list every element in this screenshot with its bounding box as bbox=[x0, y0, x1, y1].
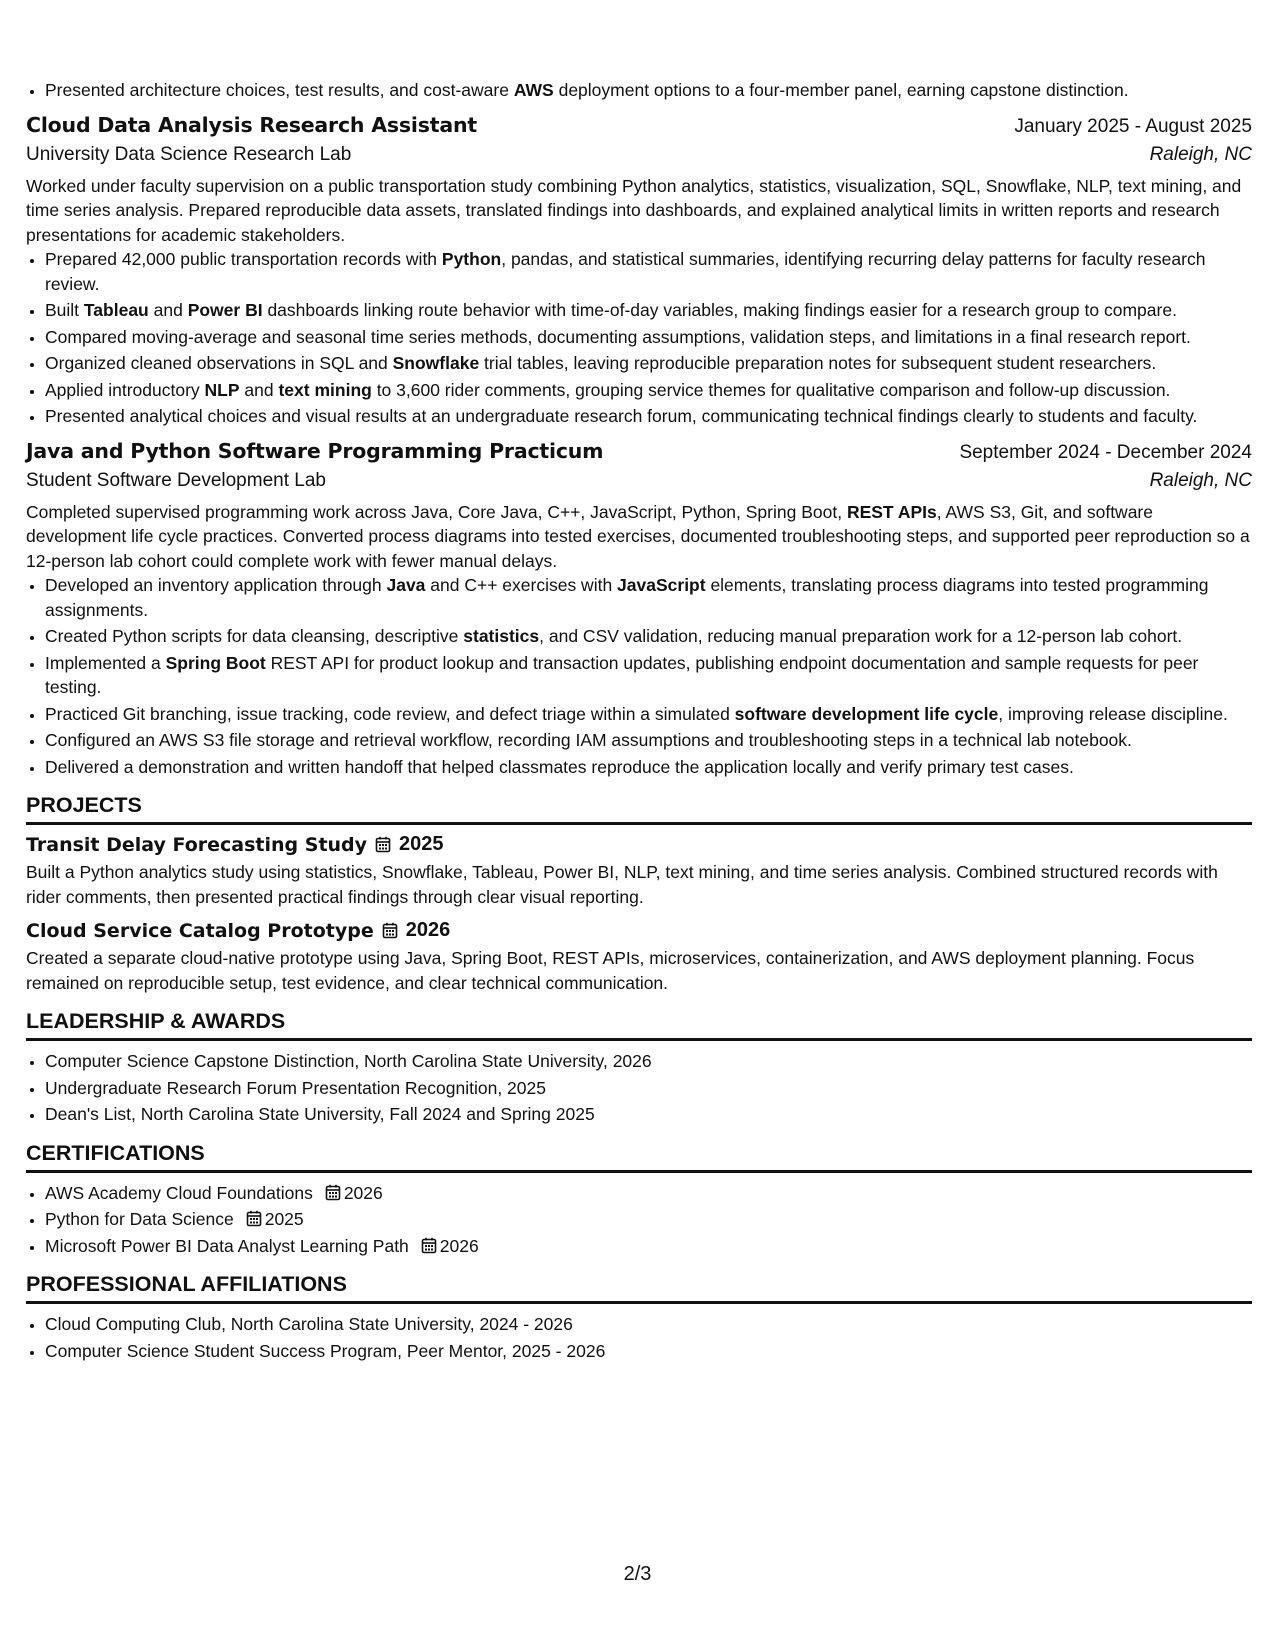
bold-keyword: AWS bbox=[513, 80, 554, 100]
certification-name: Python for Data Science bbox=[45, 1209, 234, 1229]
certification-year: 2026 bbox=[343, 1182, 383, 1203]
project-year: 2025 bbox=[399, 833, 444, 855]
bullet-item: • Developed an inventory application through Java and C++ exercises with JavaScript elements, translating process diagrams into tested programming assignments. bbox=[45, 573, 1252, 622]
job-description: Worked under faculty supervision on a public transportation study combining Python analytics, statistics, visualization, SQL, Snowflake, NLP, text mining, and time series analysis. Prepared reproducible data assets, translated findings into dashboards, and explained analytical limits in written reports and research presentations for academic stakeholders. bbox=[26, 175, 1242, 245]
bold-keyword: Power BI bbox=[187, 300, 263, 320]
bullet-item: • Delivered a demonstration and written handoff that helped classmates reproduce the application locally and verify primary test cases. bbox=[45, 755, 1252, 780]
certification-name: AWS Academy Cloud Foundations bbox=[45, 1182, 313, 1203]
bullet-item: • Configured an AWS S3 file storage and retrieval workflow, recording IAM assumptions and troubleshooting steps in a technical lab notebook. bbox=[45, 728, 1252, 753]
affiliation-item: • Computer Science Student Success Program, Peer Mentor, 2025 - 2026 bbox=[45, 1339, 1252, 1364]
bullet-item: • Organized cleaned observations in SQL and Snowflake trial tables, leaving reproducible preparation notes for subsequent student researchers. bbox=[45, 351, 1252, 376]
certification-name: Microsoft Power BI Data Analyst Learning Path bbox=[45, 1235, 409, 1256]
job-bullets bbox=[26, 573, 1252, 779]
project-year: 2026 bbox=[405, 919, 451, 941]
job-subheader bbox=[26, 144, 1252, 166]
project-title: Transit Delay Forecasting Study bbox=[26, 833, 368, 856]
job-title: Cloud Data Analysis Research Assistant bbox=[26, 112, 477, 137]
job-dates: January 2025 - August 2025 bbox=[1014, 115, 1252, 137]
job-subheader bbox=[26, 470, 1252, 492]
calendar-icon bbox=[421, 1237, 437, 1254]
award-item: • Dean's List, North Carolina State University, Fall 2024 and Spring 2025 bbox=[45, 1102, 1252, 1127]
certification-item bbox=[45, 1181, 1252, 1206]
section-heading-projects: PROJECTS bbox=[26, 793, 1252, 825]
section-heading-affiliations: PROFESSIONAL AFFILIATIONS bbox=[26, 1272, 1252, 1304]
certifications-list bbox=[26, 1181, 1252, 1259]
job-organization: University Data Science Research Lab bbox=[26, 143, 352, 165]
project-description: Created a separate cloud-native prototype using Java, Spring Boot, REST APIs, microservices, containerization, and AWS deployment planning. Focus remained on reproducible setup, test evidence, and clear technical communication. bbox=[26, 948, 1195, 993]
project-title: Cloud Service Catalog Prototype bbox=[26, 919, 374, 942]
project-header bbox=[26, 919, 1252, 942]
leadership-list bbox=[26, 1049, 1252, 1127]
bold-keyword: software development life cycle bbox=[734, 703, 999, 724]
leadership-section bbox=[26, 1009, 1252, 1127]
project-header bbox=[26, 833, 1252, 856]
bold-keyword: NLP bbox=[204, 379, 240, 400]
bullet-item: • Applied introductory NLP and text mining to 3,600 rider comments, grouping service themes for qualitative comparison and follow-up discussion. bbox=[45, 378, 1252, 403]
certification-item bbox=[45, 1207, 1252, 1232]
calendar-icon bbox=[375, 836, 391, 853]
bold-keyword: Snowflake bbox=[392, 353, 480, 373]
bold-keyword: JavaScript bbox=[617, 575, 706, 595]
award-item: • Computer Science Capstone Distinction, North Carolina State University, 2026 bbox=[45, 1049, 1252, 1074]
previous-entry-bullets bbox=[26, 78, 1252, 103]
projects-list bbox=[26, 833, 1252, 995]
bold-keyword: Spring Boot bbox=[165, 652, 266, 673]
bullet-item: • Practiced Git branching, issue tracking, code review, and defect triage within a simulated software development life cycle, improving release discipline. bbox=[45, 702, 1252, 727]
job-bullets bbox=[26, 247, 1252, 429]
job-description: Completed supervised programming work across Java, Core Java, C++, JavaScript, Python, Spring Boot, REST APIs, AWS S3, Git, and software development life cycle practices. Converted process diagrams into tested exercises, documented troubleshooting steps, and supported peer reproduction so a 12-person lab cohort could complete work with fewer manual delays. bbox=[26, 501, 1250, 571]
job-header bbox=[26, 439, 1252, 464]
affiliations-section bbox=[26, 1272, 1252, 1363]
calendar-icon bbox=[246, 1210, 262, 1227]
project-description: Built a Python analytics study using statistics, Snowflake, Tableau, Power BI, NLP, text mining, and time series analysis. Combined structured records with rider comments, then presented practical findings through clear visual reporting. bbox=[26, 862, 1218, 907]
experience-entry bbox=[26, 113, 1252, 429]
job-header bbox=[26, 113, 1252, 138]
section-heading-leadership: LEADERSHIP & AWARDS bbox=[26, 1009, 1252, 1041]
bullet-item: • Presented analytical choices and visual results at an undergraduate research forum, communicating technical findings clearly to students and faculty. bbox=[45, 404, 1252, 429]
job-location: Raleigh, NC bbox=[1149, 469, 1252, 491]
certification-year: 2025 bbox=[264, 1209, 304, 1229]
certification-item bbox=[45, 1234, 1252, 1259]
bullet-item: • Built Tableau and Power BI dashboards linking route behavior with time-of-day variables, making findings easier for a research group to compare. bbox=[45, 298, 1252, 323]
project-entry bbox=[26, 833, 1252, 909]
bold-keyword: Tableau bbox=[83, 300, 149, 320]
award-item: • Undergraduate Research Forum Presentation Recognition, 2025 bbox=[45, 1076, 1252, 1101]
certifications-section bbox=[26, 1141, 1252, 1259]
bold-keyword: Java bbox=[386, 575, 426, 595]
resume-page bbox=[26, 78, 1252, 1365]
experience-entry bbox=[26, 439, 1252, 780]
projects-section bbox=[26, 793, 1252, 995]
section-heading-certifications: CERTIFICATIONS bbox=[26, 1141, 1252, 1173]
job-organization: Student Software Development Lab bbox=[26, 469, 326, 491]
bold-keyword: text mining bbox=[278, 379, 372, 400]
bold-keyword: statistics bbox=[463, 626, 540, 646]
affiliations-list bbox=[26, 1312, 1252, 1363]
experience-list bbox=[26, 113, 1252, 780]
bullet-item: • Prepared 42,000 public transportation records with Python, pandas, and statistical summaries, identifying recurring delay patterns for faculty research review. bbox=[45, 247, 1252, 296]
affiliation-item: • Cloud Computing Club, North Carolina State University, 2024 - 2026 bbox=[45, 1312, 1252, 1337]
page-number: 2/3 bbox=[623, 1563, 652, 1585]
calendar-icon bbox=[325, 1184, 341, 1201]
bullet-item: • Implemented a Spring Boot REST API for product lookup and transaction updates, publishing endpoint documentation and sample requests for peer testing. bbox=[45, 651, 1252, 700]
job-dates: September 2024 - December 2024 bbox=[959, 441, 1252, 463]
project-entry bbox=[26, 919, 1252, 995]
bullet-item: • Created Python scripts for data cleansing, descriptive statistics, and CSV validation, reducing manual preparation work for a 12-person lab cohort. bbox=[45, 624, 1252, 649]
calendar-icon bbox=[382, 922, 398, 939]
bold-keyword: REST APIs bbox=[846, 501, 937, 522]
bullet-item: • Presented architecture choices, test results, and cost-aware AWS deployment options to a four-member panel, earning capstone distinction. bbox=[45, 78, 1252, 103]
job-title: Java and Python Software Programming Practicum bbox=[26, 438, 604, 463]
certification-year: 2026 bbox=[439, 1235, 479, 1256]
bullet-item: • Compared moving-average and seasonal time series methods, documenting assumptions, validation steps, and limitations in a final research report. bbox=[45, 325, 1252, 350]
job-location: Raleigh, NC bbox=[1149, 143, 1252, 165]
bold-keyword: Python bbox=[441, 249, 502, 269]
